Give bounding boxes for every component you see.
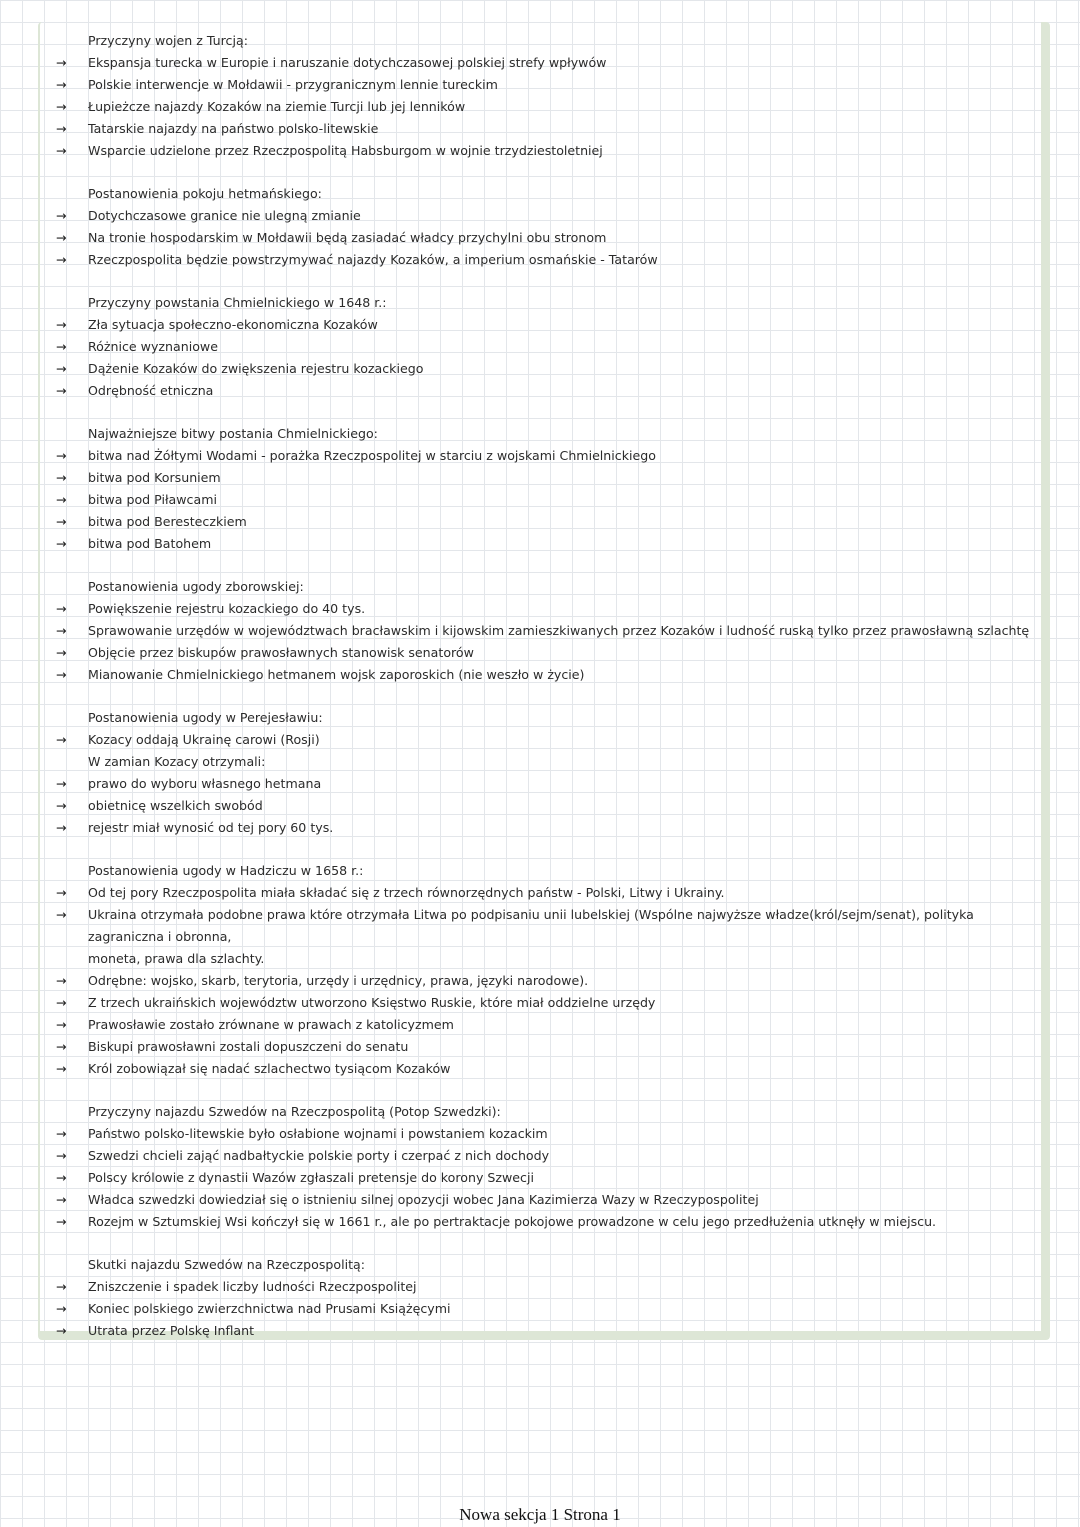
arrow-icon: → [56,361,67,376]
item-text: Powiększenie rejestru kozackiego do 40 tys. [88,601,366,616]
section-heading: Postanowienia ugody zborowskiej: [88,579,304,594]
arrow-icon: → [56,77,67,92]
arrow-icon: → [56,645,67,660]
list-item [52,205,1042,227]
item-text: Od tej pory Rzeczpospolita miała składać się z trzech równorzędnych państw - Polski, Litwy i Ukrainy. [88,885,725,900]
item-text: prawo do wyboru własnego hetmana [88,776,322,791]
list-item [52,140,1042,162]
note-section [52,1101,1042,1233]
item-text: Sprawowanie urzędów w województwach bracławskim i kijowskim zamieszkiwanych przez Kozaków i ludność ruską tylko przez prawosławną szlachtę [88,623,1030,638]
arrow-icon: → [56,143,67,158]
list-item [52,467,1042,489]
item-text: Wsparcie udzielone przez Rzeczpospolitą Habsburgom w wojnie trzydziestoletniej [88,143,603,158]
arrow-icon: → [56,1061,67,1076]
section-heading: Przyczyny powstania Chmielnickiego w 1648 r.: [88,295,387,310]
arrow-icon: → [56,1279,67,1294]
item-text: Rzeczpospolita będzie powstrzymywać najazdy Kozaków, a imperium osmańskie - Tatarów [88,252,658,267]
item-text: Odrębne: wojsko, skarb, terytoria, urzędy i urzędnicy, prawa, języki narodowe). [88,973,589,988]
item-text: Prawosławie zostało zrównane w prawach z katolicyzmem [88,1017,454,1032]
item-text: bitwa nad Żółtymi Wodami - porażka Rzeczpospolitej w starciu z wojskami Chmielnickiego [88,448,656,463]
list-item [52,227,1042,249]
arrow-icon: → [56,339,67,354]
arrow-icon: → [56,1017,67,1032]
list-item [52,1211,1042,1233]
arrow-icon: → [56,776,67,791]
list-item [52,1145,1042,1167]
item-text: bitwa pod Korsuniem [88,470,221,485]
list-item [52,1058,1042,1080]
list-item [52,620,1042,642]
arrow-icon: → [56,1148,67,1163]
list-item [52,795,1042,817]
note-section [52,860,1042,1080]
list-item [52,358,1042,380]
item-text: Ekspansja turecka w Europie i naruszanie dotychczasowej polskiej strefy wpływów [88,55,607,70]
item-text: Ukraina otrzymała podobne prawa które otrzymała Litwa po podpisaniu unii lubelskiej (Wspólne najwyższe władze(król/sejm/senat), polityka zagraniczna i obronna, [88,907,978,944]
list-item [52,96,1042,118]
item-text: Zła sytuacja społeczno-ekonomiczna Kozaków [88,317,378,332]
note-section [52,183,1042,271]
item-text: Król zobowiązał się nadać szlachectwo tysiącom Kozaków [88,1061,451,1076]
list-item [52,533,1042,555]
list-item [52,817,1042,839]
arrow-icon: → [56,121,67,136]
list-item [52,52,1042,74]
arrow-icon: → [56,230,67,245]
list-item [52,948,1042,970]
item-text: Objęcie przez biskupów prawosławnych stanowisk senatorów [88,645,474,660]
list-item [52,336,1042,358]
item-text: Różnice wyznaniowe [88,339,218,354]
arrow-icon: → [56,1170,67,1185]
item-text: obietnicę wszelkich swobód [88,798,263,813]
list-item [52,598,1042,620]
item-text: Dotychczasowe granice nie ulegną zmianie [88,208,361,223]
arrow-icon: → [56,667,67,682]
page-footer: Nowa sekcja 1 Strona 1 [459,1505,621,1524]
arrow-icon: → [56,601,67,616]
item-text: W zamian Kozacy otrzymali: [88,754,266,769]
arrow-icon: → [56,885,67,900]
arrow-icon: → [56,973,67,988]
list-item [52,1320,1042,1342]
arrow-icon: → [56,317,67,332]
section-heading: Skutki najazdu Szwedów na Rzeczpospolitą: [88,1257,365,1272]
item-text: Szwedzi chcieli zająć nadbałtyckie polskie porty i czerpać z nich dochody [88,1148,550,1163]
item-text: Polscy królowie z dynastii Wazów zgłaszali pretensje do korony Szwecji [88,1170,534,1185]
arrow-icon: → [56,623,67,638]
arrow-icon: → [56,1323,67,1338]
list-item [52,1189,1042,1211]
arrow-icon: → [56,732,67,747]
list-item [52,882,1042,904]
list-item [52,664,1042,686]
item-text: Mianowanie Chmielnickiego hetmanem wojsk zaporoskich (nie weszło w życie) [88,667,585,682]
arrow-icon: → [56,820,67,835]
list-item [52,992,1042,1014]
item-text: Na tronie hospodarskim w Mołdawii będą zasiadać władcy przychylni obu stronom [88,230,607,245]
note-section [52,576,1042,686]
arrow-icon: → [56,448,67,463]
item-text: Polskie interwencje w Mołdawii - przygranicznym lennie tureckim [88,77,498,92]
item-text: bitwa pod Beresteczkiem [88,514,247,529]
list-item [52,249,1042,271]
item-text: Biskupi prawosławni zostali dopuszczeni do senatu [88,1039,409,1054]
arrow-icon: → [56,1192,67,1207]
item-text: Zniszczenie i spadek liczby ludności Rzeczpospolitej [88,1279,417,1294]
item-text: Tatarskie najazdy na państwo polsko-litewskie [88,121,379,136]
item-text: rejestr miał wynosić od tej pory 60 tys. [88,820,334,835]
list-item [52,904,1042,948]
item-text: Koniec polskiego zwierzchnictwa nad Prusami Książęcymi [88,1301,451,1316]
item-text: moneta, prawa dla szlachty. [88,951,265,966]
note-section [52,1254,1042,1342]
note-section [52,30,1042,162]
list-item [52,970,1042,992]
section-heading: Przyczyny wojen z Turcją: [88,33,248,48]
list-item [52,1123,1042,1145]
arrow-icon: → [56,1126,67,1141]
section-heading: Postanowienia ugody w Perejesławiu: [88,710,323,725]
list-item [52,1298,1042,1320]
arrow-icon: → [56,1301,67,1316]
note-section [52,707,1042,839]
item-text: Z trzech ukraińskich województw utworzono Księstwo Ruskie, które miał oddzielne urzędy [88,995,656,1010]
arrow-icon: → [56,492,67,507]
item-text: Odrębność etniczna [88,383,214,398]
list-item [52,74,1042,96]
item-text: Władca szwedzki dowiedział się o istnieniu silnej opozycji wobec Jana Kazimierza Wazy w Rzeczypospolitej [88,1192,759,1207]
arrow-icon: → [56,907,67,922]
item-text: Kozacy oddają Ukrainę carowi (Rosji) [88,732,320,747]
arrow-icon: → [56,1039,67,1054]
list-item [52,773,1042,795]
item-text: bitwa pod Piławcami [88,492,217,507]
list-item [52,729,1042,751]
item-text: Utrata przez Polskę Inflant [88,1323,255,1338]
item-text: Dążenie Kozaków do zwiększenia rejestru kozackiego [88,361,424,376]
arrow-icon: → [56,514,67,529]
arrow-icon: → [56,99,67,114]
list-item [52,1036,1042,1058]
list-item [52,511,1042,533]
section-heading: Przyczyny najazdu Szwedów na Rzeczpospolitą (Potop Szwedzki): [88,1104,501,1119]
note-section [52,423,1042,555]
arrow-icon: → [56,536,67,551]
item-text: bitwa pod Batohem [88,536,212,551]
list-item [52,489,1042,511]
list-item [52,1014,1042,1036]
arrow-icon: → [56,1214,67,1229]
item-text: Państwo polsko-litewskie było osłabione wojnami i powstaniem kozackim [88,1126,548,1141]
notes-content [52,30,1042,1363]
list-item [52,1167,1042,1189]
section-heading: Postanowienia pokoju hetmańskiego: [88,186,322,201]
arrow-icon: → [56,208,67,223]
list-item [52,751,1042,773]
arrow-icon: → [56,995,67,1010]
list-item [52,314,1042,336]
section-heading: Najważniejsze bitwy postania Chmielnickiego: [88,426,378,441]
section-heading: Postanowienia ugody w Hadziczu w 1658 r.: [88,863,364,878]
list-item [52,445,1042,467]
arrow-icon: → [56,383,67,398]
item-text: Rozejm w Sztumskiej Wsi kończył się w 1661 r., ale po pertraktacje pokojowe prowadzone w celu jego przedłużenia utknęły w miejscu. [88,1214,937,1229]
item-text: Łupieżcze najazdy Kozaków na ziemie Turcji lub jej lenników [88,99,466,114]
list-item [52,118,1042,140]
arrow-icon: → [56,252,67,267]
list-item [52,1276,1042,1298]
arrow-icon: → [56,55,67,70]
note-section [52,292,1042,402]
arrow-icon: → [56,470,67,485]
arrow-icon: → [56,798,67,813]
list-item [52,642,1042,664]
list-item [52,380,1042,402]
